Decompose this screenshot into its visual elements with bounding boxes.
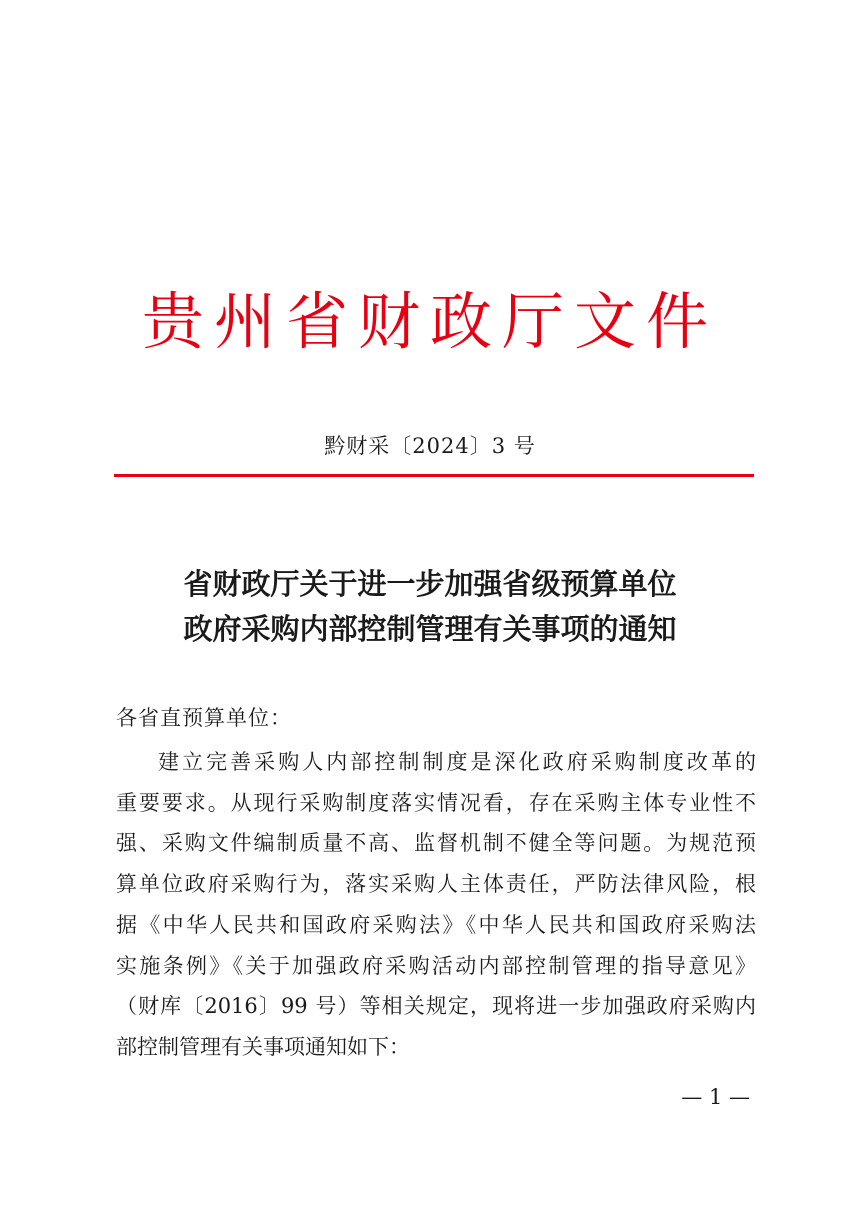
red-divider-line [114,474,754,477]
body-line: 部控制管理有关事项通知如下： [116,1034,410,1059]
page-number: — 1 — [681,1085,750,1109]
body-line: 强、采购文件编制质量不高、监督机制不健全等问题。为规范预 [116,831,756,856]
body-line: （财库〔2016〕99 号）等相关规定，现将进一步加强政府采购内 [116,994,756,1019]
body-paragraph [116,742,756,1068]
document-title-line-1: 省财政厅关于进一步加强省级预算单位 [183,567,677,601]
document-number: 黔财采〔2024〕3 号 [324,434,536,458]
document-title [0,562,860,652]
body-line: 算单位政府采购行为，落实采购人主体责任，严防法律风险，根 [116,872,756,897]
body-line: 重要要求。从现行采购制度落实情况看，存在采购主体专业性不 [116,790,756,815]
body-line: 据《中华人民共和国政府采购法》《中华人民共和国政府采购法 [116,912,756,937]
body-line: 实施条例》《关于加强政府采购活动内部控制管理的指导意见》 [116,953,756,978]
body-line: 建立完善采购人内部控制制度是深化政府采购制度改革的 [158,750,756,774]
document-title-line-2: 政府采购内部控制管理有关事项的通知 [183,612,677,646]
masthead-title: 贵州省财政厅文件 [141,285,718,358]
salutation: 各省直预算单位： [116,706,292,730]
